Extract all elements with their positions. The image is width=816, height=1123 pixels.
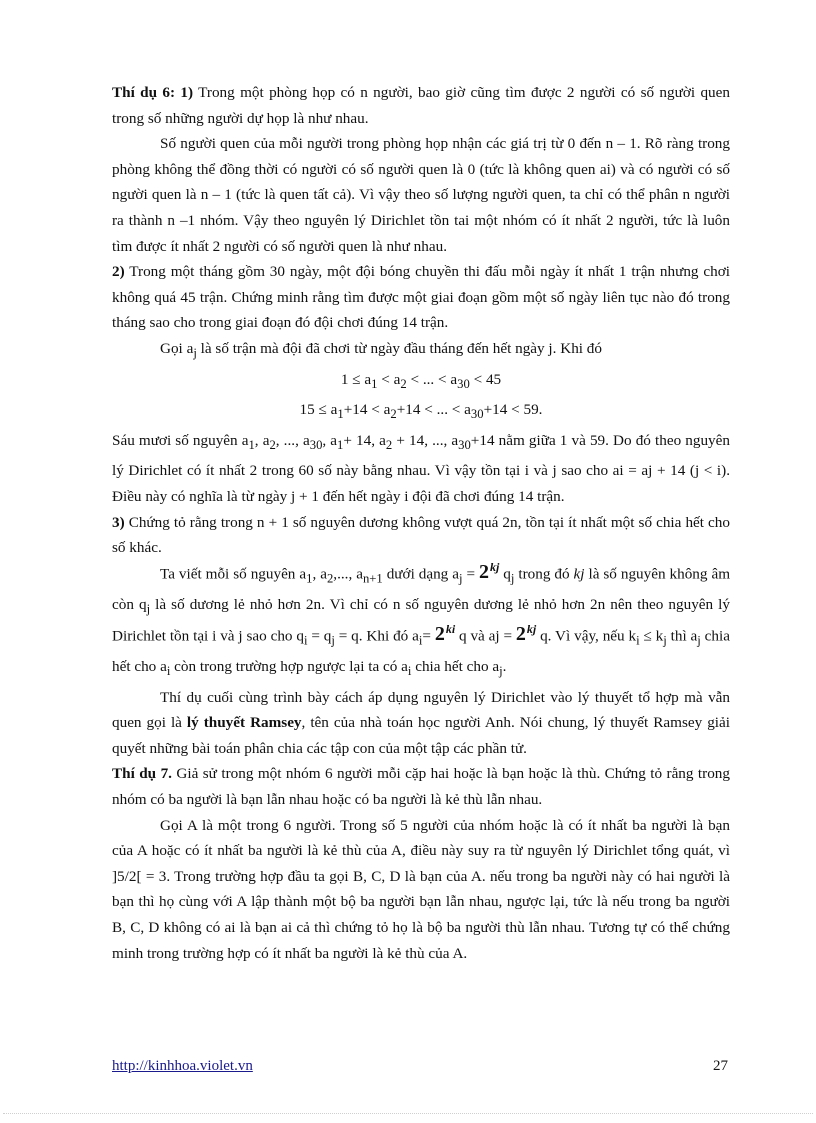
inequality-2: $15 \le a_1+14 < a_2+14$ < ... < $a_{30}+14 < 59$. <box>299 401 543 422</box>
ramsey-intro: Thí dụ cuối cùng trình bày cách áp dụng nguyên lý Dirichlet vào lý thuyết tổ hợp mà vẫn quen gọi là lý thuyết Ramsey, tên của nhà toán học người Anh. Nói chung, lý thuyết Ramsey giải quyết những bài toán phân chia các tập con của một tập các phần tử. <box>112 688 730 757</box>
ramsey-term: lý thuyết Ramsey <box>186 714 302 732</box>
inequality-1: $1 \le a_1 < a_2$ < ... < $a_{30} < 45$ <box>340 370 502 391</box>
power-of-two: $2^{ki}$ <box>434 621 456 646</box>
example-6-question-2: 2) Trong một tháng gồm 30 ngày, một đội bóng chuyền thi đấu mỗi ngày ít nhất 1 trận nhưng chơi không quá 45 trận. Chứng minh rằng tìm được một giai đoạn gồm một số ngày liên tục nào đó trong tháng sao cho trong giai đoạn đó đội chơi đúng 14 trận. <box>112 263 730 332</box>
example-7-question: Thí dụ 7. Giả sử trong một nhóm 6 người mỗi cặp hai hoặc là bạn hoặc là thù. Chứng tỏ rằng trong nhóm có ba người là bạn lẫn nhau hoặc có ba người là kẻ thù lẫn nhau. <box>112 765 730 808</box>
example-6-proof-1: Số người quen của mỗi người trong phòng họp nhận các giá trị từ 0 đến n – 1. Rõ ràng trong phòng không thể đồng thời có người có số người quen là 0 (tức là không quen ai) và có người có số người quen là n – 1 (tức là quen tất cả). Vì vậy theo số lượng người quen, ta chỉ có thể phân n người ra thành n –1 nhóm. Vậy theo nguyên lý Dirichlet tồn tai một nhóm có ít nhất 2 người, tức là luôn tìm được ít nhất 2 người có số người quen là như nhau. <box>112 135 730 255</box>
power-of-two: $2^{kj}$ <box>478 559 500 584</box>
page-border <box>3 1113 813 1114</box>
page-number: 27 <box>713 1058 728 1074</box>
example-6-question-3: 3) Chứng tỏ rằng trong n + 1 số nguyên dương không vượt quá 2n, tồn tại ít nhất một số chia hết cho số khác. <box>112 513 730 557</box>
footer-link[interactable]: http://kinhhoa.violet.vn <box>112 1058 253 1074</box>
document-body <box>112 80 730 966</box>
example-6-question-1: Thí dụ 6: 1) Trong một phòng họp có n người, bao giờ cũng tìm được 2 người có số người quen trong số những người dự họp là như nhau. <box>112 84 730 127</box>
page-footer <box>112 1056 730 1076</box>
example-6-heading: Thí dụ 6: 1) <box>112 84 194 101</box>
example-6-proof-2-intro: Gọi $a_j$ là số trận mà đội đã chơi từ ngày đầu tháng đến hết ngày j. Khi đó <box>160 339 602 360</box>
example-6-proof-3: Ta viết mỗi số nguyên $a_1$, $a_2$,..., $a_{n+1}$ dưới dạng $a_j = 2^{kj}$ $q_j$ trong đó kj là số nguyên không âm còn $q_j$ là số dương lẻ nhỏ hơn 2n. Vì chỉ có n số nguyên dương lẻ nhỏ hơn 2n nên theo nguyên lý Dirichlet tồn tại i và j sao cho $q_i = q_j = q$. Khi đó $a_i= 2^{ki}$ q và aj = $2^{kj}$ q. Vì vậy, nếu $k_i \le k_j$ thì $a_j$ chia hết cho $a_i$ còn trong trường hợp ngược lại ta có $a_i$ chia hết cho $a_j$. <box>112 559 731 679</box>
example-7-proof: Gọi A là một trong 6 người. Trong số 5 người của nhóm hoặc là có ít nhất ba người là bạn của A hoặc có ít nhất ba người là kẻ thù của A, điều này suy ra từ nguyên lý Dirichlet tổng quát, vì ]5/2[ = 3. Trong trường hợp đầu ta gọi B, C, D là bạn của A. nếu trong ba người này có hai người là bạn thì họ cùng với A lập thành một bộ ba người bạn lẫn nhau, ngược lại, tức là nếu trong ba người B, C, D không có ai là bạn ai cả thì chứng tỏ họ là bộ ba người thù lẫn nhau. Tương tự có thể chứng minh trong trường hợp có ít nhất ba người là kẻ thù của A. <box>112 816 730 962</box>
example-6-proof-2: Sáu mươi số nguyên $a_1$, $a_2$, ..., $a_{30}$, $a_1+ 14$, $a_2 + 14$, ..., $a_{30}+14$ nằm giữa 1 và 59. Do đó theo nguyên lý Dirichlet có ít nhất 2 trong 60 số này bằng nhau. Vì vậy tồn tại i và j sao cho ai = aj + 14 (j < i). Điều này có nghĩa là từ ngày j + 1 đến hết ngày i đội đã chơi đúng 14 trận. <box>112 431 730 506</box>
example-7-heading: Thí dụ 7. <box>112 765 172 783</box>
power-of-two: $2^{kj}$ <box>515 621 537 646</box>
